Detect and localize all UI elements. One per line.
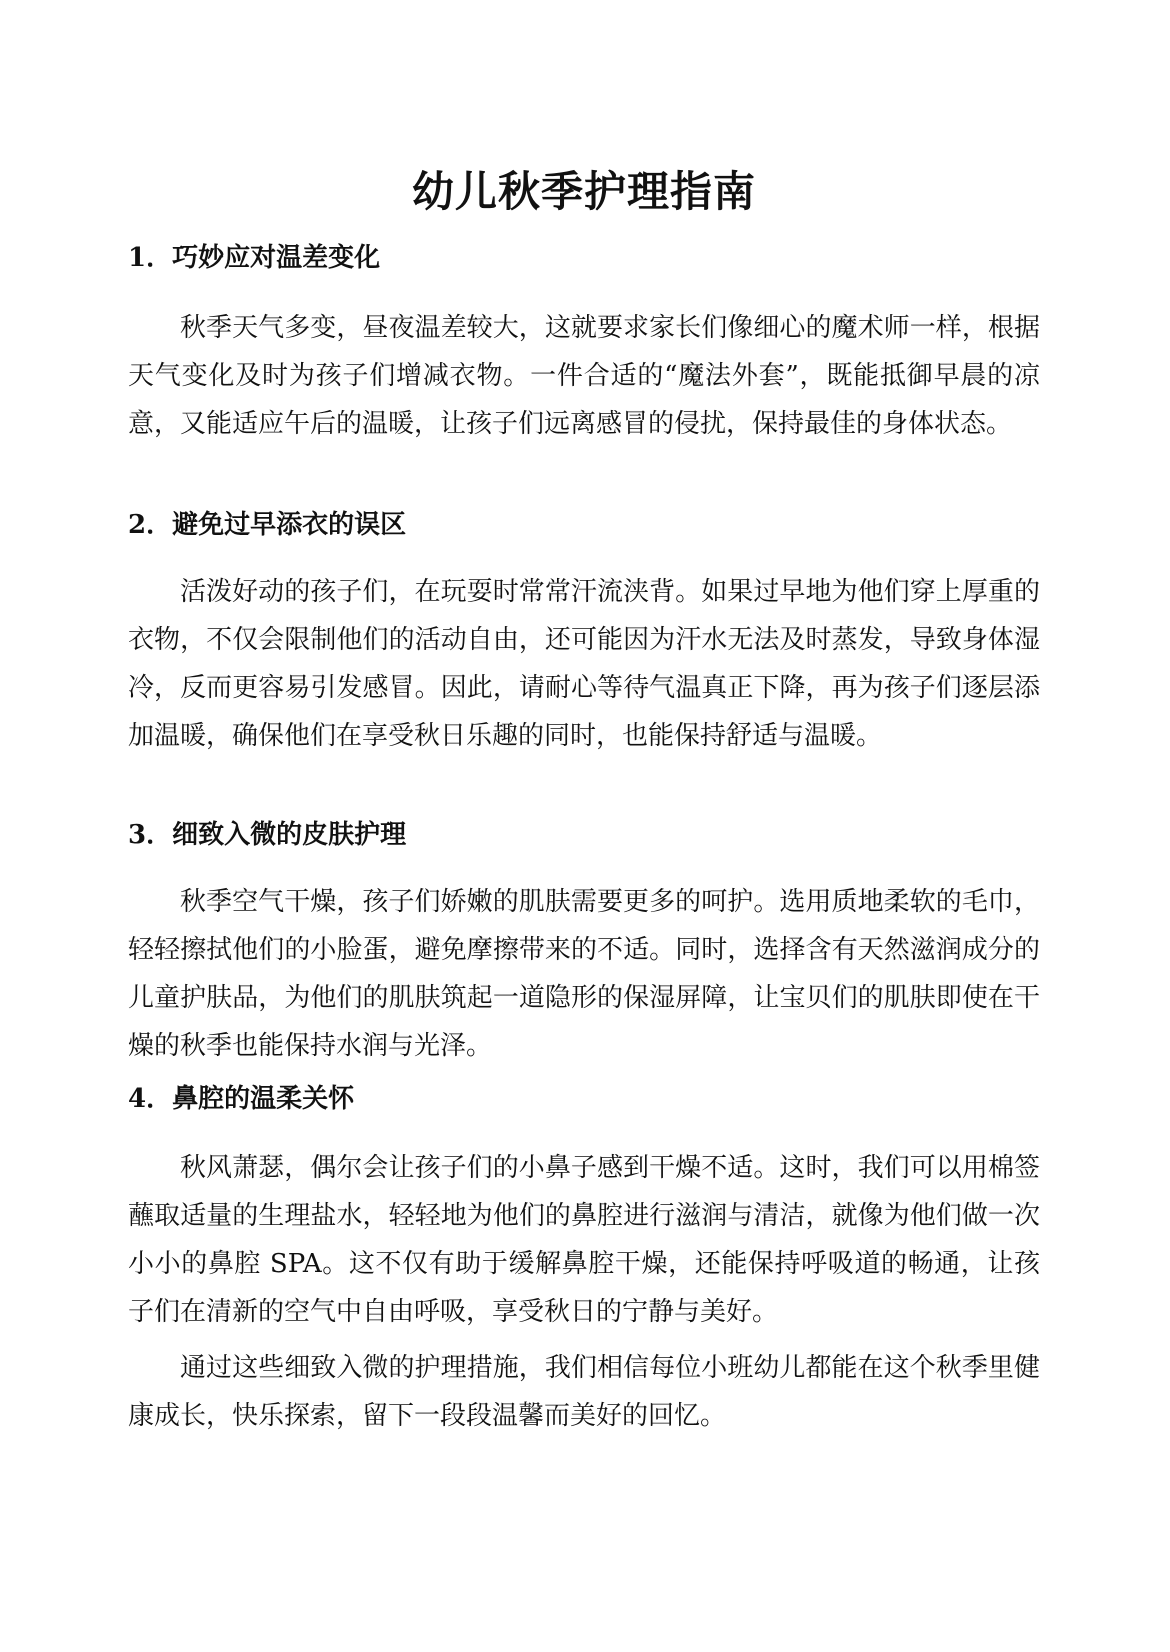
section-heading-1: 1．巧妙应对温差变化: [128, 243, 381, 273]
section-body-4: 秋风萧瑟，偶尔会让孩子们的小鼻子感到干燥不适。这时，我们可以用棉签蘸取适量的生理盐水，轻轻地为他们的鼻腔进行滋润与清洁，就像为他们做一次小小的鼻腔 SPA。这不仅有助于缓解鼻腔干燥，还能保持呼吸道的畅通，让孩子们在清新的空气中自由呼吸，享受秋日的宁静与美好。: [128, 1153, 1040, 1327]
conclusion-paragraph: 通过这些细致入微的护理措施，我们相信每位小班幼儿都能在这个秋季里健康成长，快乐探索，留下一段段温馨而美好的回忆。: [128, 1353, 1040, 1431]
section-body-2: 活泼好动的孩子们，在玩耍时常常汗流浃背。如果过早地为他们穿上厚重的衣物，不仅会限制他们的活动自由，还可能因为汗水无法及时蒸发，导致身体湿冷，反而更容易引发感冒。因此，请耐心等待气温真正下降，再为孩子们逐层添加温暖，确保他们在享受秋日乐趣的同时，也能保持舒适与温暖。: [128, 577, 1040, 751]
section-body-3: 秋季空气干燥，孩子们娇嫩的肌肤需要更多的呵护。选用质地柔软的毛巾，轻轻擦拭他们的小脸蛋，避免摩擦带来的不适。同时，选择含有天然滋润成分的儿童护肤品，为他们的肌肤筑起一道隐形的保湿屏障，让宝贝们的肌肤即使在干燥的秋季也能保持水润与光泽。: [128, 887, 1040, 1061]
section-heading-4: 4．鼻腔的温柔关怀: [128, 1084, 355, 1114]
page-title: 幼儿秋季护理指南: [411, 167, 756, 216]
section-heading-2: 2．避免过早添衣的误区: [128, 510, 407, 540]
section-body-1: 秋季天气多变，昼夜温差较大，这就要求家长们像细心的魔术师一样，根据天气变化及时为孩子们增减衣物。一件合适的“魔法外套”，既能抵御早晨的凉意，又能适应午后的温暖，让孩子们远离感冒的侵扰，保持最佳的身体状态。: [128, 313, 1040, 439]
section-heading-3: 3．细致入微的皮肤护理: [128, 820, 407, 850]
